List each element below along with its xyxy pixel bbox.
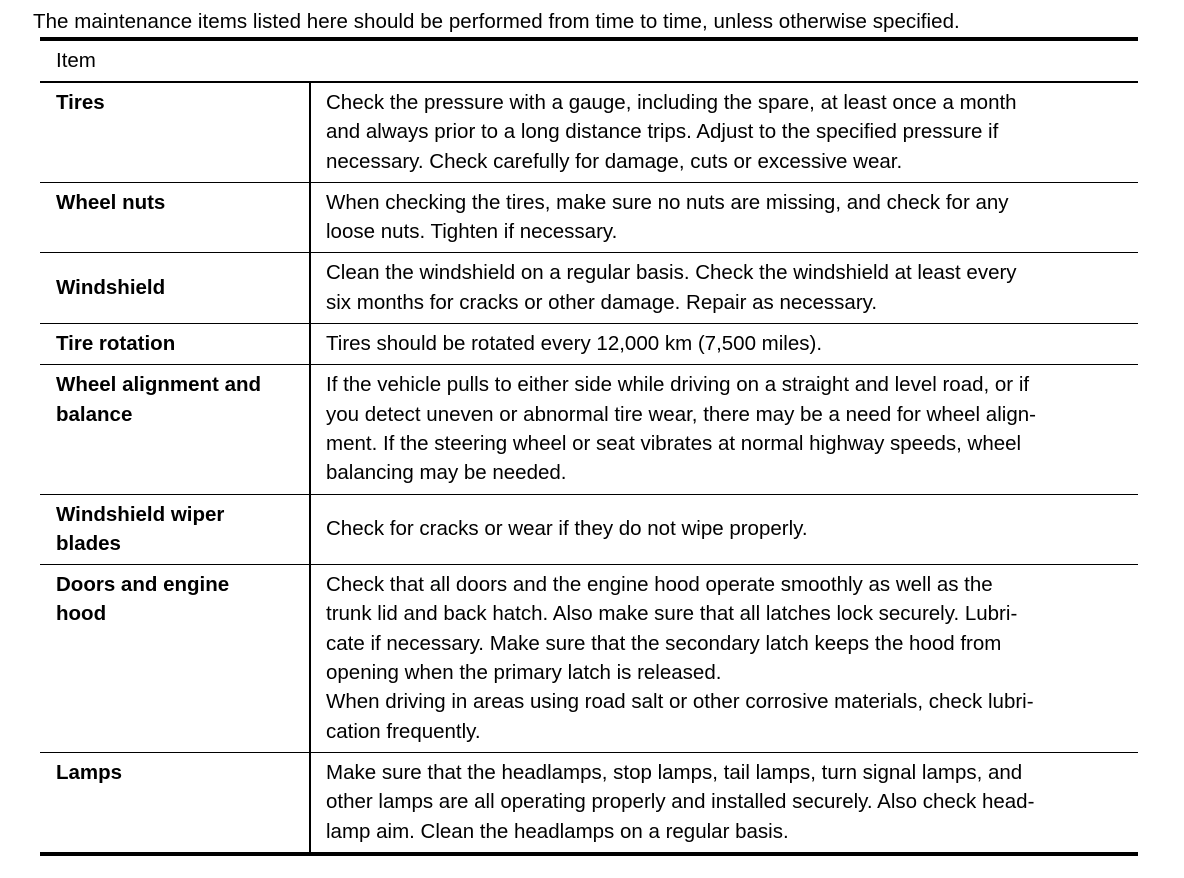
item-cell: Wheel alignment and balance [40,365,310,494]
maintenance-table-body [40,83,1138,852]
table-row [40,365,1138,494]
description-cell: If the vehicle pulls to either side while driving on a straight and level road, or if you detect uneven or abnormal tire wear, there may be a need for wheel align- ment. If the steering wheel or seat vibrates at normal highway speeds, wheel balancing may be needed. [310,365,1138,494]
item-cell: Wheel nuts [40,182,310,253]
table-row [40,324,1138,365]
table-row [40,253,1138,324]
description-cell: Make sure that the headlamps, stop lamps, tail lamps, turn signal lamps, and other lamps are all operating properly and installed securely. Also check head- lamp aim. Clean the headlamps on a regular basis. [310,752,1138,851]
item-cell: Tires [40,83,310,182]
description-cell: Tires should be rotated every 12,000 km (7,500 miles). [310,324,1138,365]
table-row [40,83,1138,182]
intro-text: The maintenance items listed here should be performed from time to time, unless otherwise specified. [33,10,960,33]
description-cell: Clean the windshield on a regular basis. Check the windshield at least every six months for cracks or other damage. Repair as necessary. [310,253,1138,324]
description-cell: Check that all doors and the engine hood operate smoothly as well as the trunk lid and back hatch. Also make sure that all latches lock securely. Lubri- cate if necessary. Make sure that the secondary latch keeps the hood from opening when the primary latch is released. When driving in areas using road salt or other corrosive materials, check lubri- cation frequently. [310,565,1138,753]
description-cell: Check the pressure with a gauge, including the spare, at least once a month and always prior to a long distance trips. Adjust to the specified pressure if necessary. Check carefully for damage, cuts or excessive wear. [326,91,1017,173]
table-row [40,565,1138,753]
item-cell: Doors and engine hood [40,565,310,753]
description-cell: When checking the tires, make sure no nuts are missing, and check for any loose nuts. Tighten if necessary. [310,182,1138,253]
table-row [40,182,1138,253]
item-cell: Windshield wiper blades [40,494,310,565]
maintenance-table [40,37,1138,856]
table-bottom-rule [40,852,1138,856]
item-cell: Windshield [40,253,310,324]
table-row [40,494,1138,565]
column-header-item: Item [56,49,96,72]
item-cell: Tire rotation [40,324,310,365]
item-cell: Lamps [40,752,310,851]
table-header-row [40,41,1138,81]
description-cell: Check for cracks or wear if they do not wipe properly. [310,494,1138,565]
table-row [40,752,1138,851]
